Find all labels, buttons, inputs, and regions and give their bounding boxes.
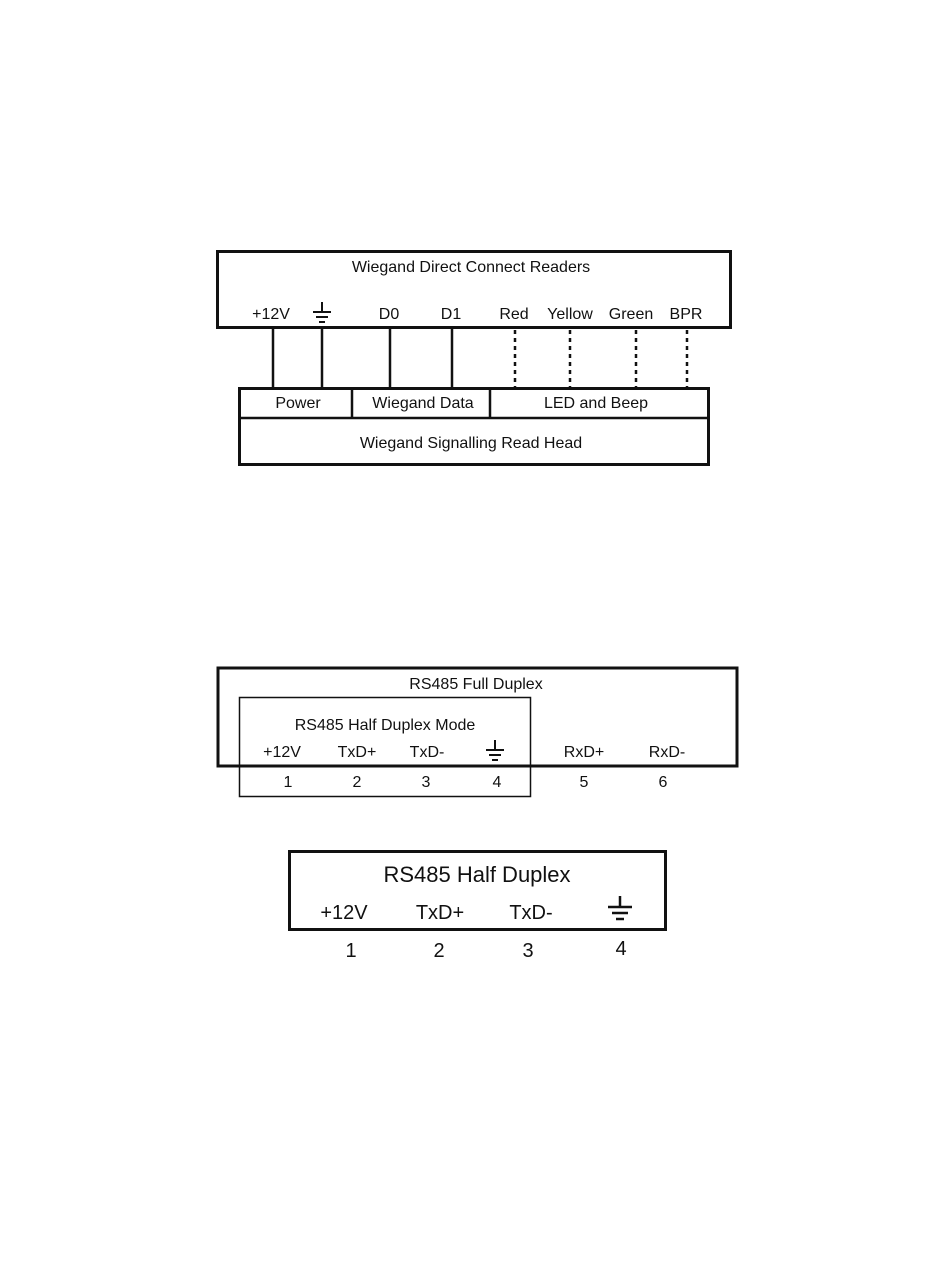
- full-pin-5: 5: [579, 774, 589, 791]
- full-pin-1: 1: [283, 774, 293, 791]
- wiegand-solid-wires: [273, 328, 452, 388]
- full-terminal-txd-plus: TxD+: [337, 744, 377, 761]
- wiegand-terminal-yellow: Yellow: [547, 306, 593, 323]
- wiegand-dotted-wires: [515, 330, 687, 388]
- ground-icon: [486, 740, 504, 760]
- wiegand-diagram: [218, 252, 731, 465]
- half-duplex-title: RS485 Half Duplex: [383, 862, 571, 887]
- full-pin-2: 2: [352, 774, 362, 791]
- half-terminal-txd-minus: TxD-: [509, 902, 553, 924]
- wiegand-terminal-d0: D0: [378, 306, 400, 323]
- group-wiegand-data: Wiegand Data: [372, 395, 474, 412]
- half-terminal-txd-plus: TxD+: [415, 902, 465, 924]
- full-pin-3: 3: [421, 774, 431, 791]
- ground-icon: [608, 896, 632, 919]
- read-head-label: Wiegand Signalling Read Head: [359, 435, 583, 452]
- wiegand-terminal-d1: D1: [440, 306, 462, 323]
- full-pin-6: 6: [658, 774, 668, 791]
- wiegand-terminal-red: Red: [499, 306, 529, 323]
- ground-icon: [313, 302, 331, 322]
- full-terminal-txd-minus: TxD-: [409, 744, 445, 761]
- half-duplex-mode-title: RS485 Half Duplex Mode: [294, 717, 476, 734]
- rs485-half-duplex-diagram: [290, 852, 666, 963]
- full-duplex-title: RS485 Full Duplex: [409, 676, 543, 693]
- wiegand-terminal-12v: +12V: [252, 306, 290, 323]
- group-led-and-beep: LED and Beep: [543, 395, 649, 412]
- wiegand-terminal-bpr: BPR: [669, 306, 703, 323]
- full-terminal-rxd-minus: RxD-: [648, 744, 686, 761]
- wiegand-title: Wiegand Direct Connect Readers: [351, 259, 591, 276]
- half-terminal-12v: +12V: [320, 902, 368, 924]
- full-terminal-12v: +12V: [263, 744, 301, 761]
- wiegand-terminal-green: Green: [608, 306, 654, 323]
- half-pin-3: 3: [522, 940, 534, 962]
- rs485-full-duplex-diagram: [218, 668, 737, 797]
- half-pin-4: 4: [615, 938, 627, 960]
- full-terminal-rxd-plus: RxD+: [563, 744, 605, 761]
- full-pin-4: 4: [492, 774, 502, 791]
- group-power: Power: [275, 395, 321, 412]
- half-pin-1: 1: [345, 940, 357, 962]
- half-pin-2: 2: [433, 940, 445, 962]
